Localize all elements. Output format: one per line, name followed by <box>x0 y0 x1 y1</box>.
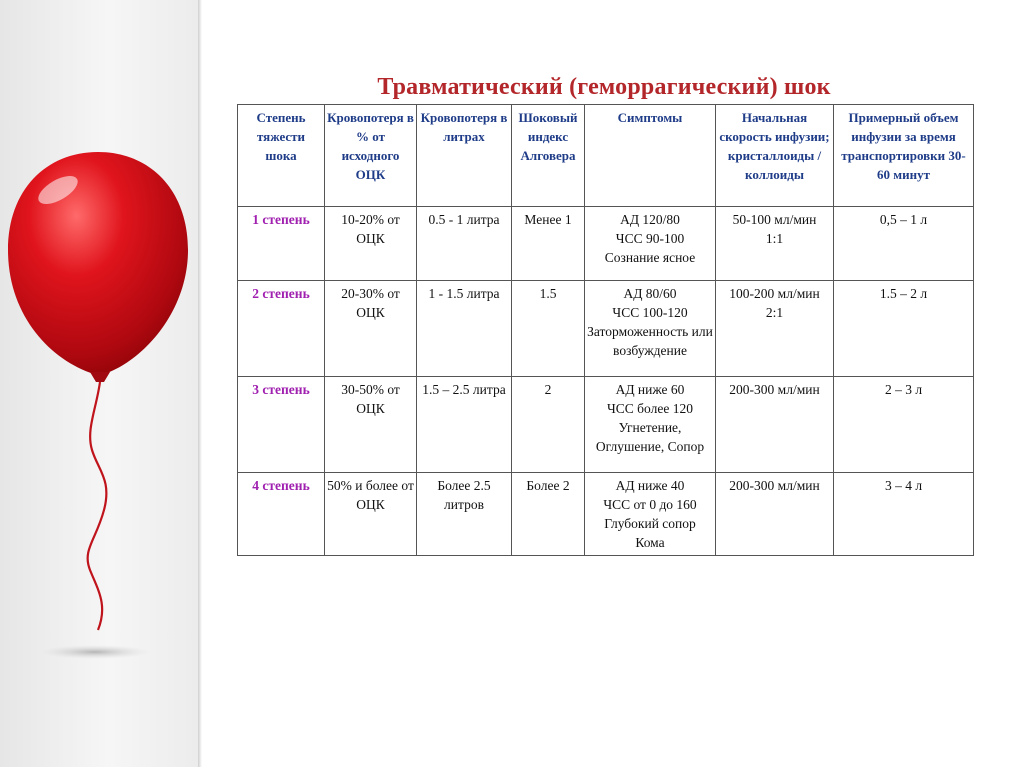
symptom-line: АД 80/60 <box>623 286 677 301</box>
shock-index-cell: Менее 1 <box>512 207 585 281</box>
symptom-line: Сознание ясное <box>604 250 696 265</box>
loss-percent-cell: 20-30% от ОЦК <box>325 281 417 377</box>
table-row <box>238 281 974 377</box>
symptoms-cell <box>585 281 716 377</box>
infusion-rate-cell <box>716 473 834 556</box>
symptom-line: ЧСС 100-120 <box>612 305 688 320</box>
shock-index-cell: 2 <box>512 377 585 473</box>
infusion-rate-cell <box>716 207 834 281</box>
rate-line: 200-300 мл/мин <box>729 382 820 397</box>
loss-liters-cell: 1 - 1.5 литра <box>417 281 512 377</box>
table-row <box>238 207 974 281</box>
rate-line: 50-100 мл/мин <box>732 212 817 227</box>
ratio-line: 1:1 <box>765 231 784 246</box>
header-cell: Начальная скорость инфузии; кристаллоиды / коллоиды <box>716 105 834 207</box>
header-cell: Симптомы <box>585 105 716 207</box>
infusion-volume-cell: 1.5 – 2 л <box>834 281 974 377</box>
header-cell: Примерный объем инфузии за время транспортировки 30-60 минут <box>834 105 974 207</box>
table-row <box>238 473 974 556</box>
infusion-volume-cell: 2 – 3 л <box>834 377 974 473</box>
infusion-volume-cell: 0,5 – 1 л <box>834 207 974 281</box>
symptom-line: АД ниже 40 <box>615 478 685 493</box>
degree-cell: 3 степень <box>238 377 325 473</box>
symptom-line: Кома <box>635 535 665 550</box>
infusion-rate-cell <box>716 281 834 377</box>
ratio-line: 2:1 <box>765 305 784 320</box>
infusion-volume-cell: 3 – 4 л <box>834 473 974 556</box>
symptom-line: ЧСС более 120 <box>607 401 693 416</box>
symptom-line: АД 120/80 <box>620 212 680 227</box>
rate-line: 100-200 мл/мин <box>729 286 820 301</box>
degree-cell: 4 степень <box>238 473 325 556</box>
loss-percent-cell: 30-50% от ОЦК <box>325 377 417 473</box>
shock-table <box>237 104 974 556</box>
shock-index-cell: 1.5 <box>512 281 585 377</box>
header-cell: Степень тяжести шока <box>238 105 325 207</box>
header-cell: Кровопотеря в % от исходного ОЦК <box>325 105 417 207</box>
symptom-line: Глубокий сопор <box>604 516 696 531</box>
degree-cell: 1 степень <box>238 207 325 281</box>
loss-liters-cell: Более 2.5 литров <box>417 473 512 556</box>
degree-cell: 2 степень <box>238 281 325 377</box>
loss-percent-cell: 50% и более от ОЦК <box>325 473 417 556</box>
red-balloon-icon <box>0 150 200 670</box>
table-header-row <box>238 105 974 207</box>
loss-liters-cell: 1.5 – 2.5 литра <box>417 377 512 473</box>
header-cell: Шоковый индекс Алговера <box>512 105 585 207</box>
table-row <box>238 377 974 473</box>
symptoms-cell <box>585 473 716 556</box>
shock-index-cell: Более 2 <box>512 473 585 556</box>
symptom-line: Угнетение, Оглушение, Сопор <box>595 420 705 454</box>
infusion-rate-cell <box>716 377 834 473</box>
symptom-line: ЧСС от 0 до 160 <box>603 497 697 512</box>
loss-percent-cell: 10-20% от ОЦК <box>325 207 417 281</box>
rate-line: 200-300 мл/мин <box>729 478 820 493</box>
symptoms-cell <box>585 377 716 473</box>
symptoms-cell <box>585 207 716 281</box>
loss-liters-cell: 0.5 - 1 литра <box>417 207 512 281</box>
header-cell: Кровопотеря в литрах <box>417 105 512 207</box>
symptom-line: Заторможенность или возбуждение <box>587 324 713 358</box>
page-title: Травматический (геморрагический) шок <box>377 74 831 100</box>
symptom-line: АД ниже 60 <box>615 382 685 397</box>
symptom-line: ЧСС 90-100 <box>615 231 685 246</box>
